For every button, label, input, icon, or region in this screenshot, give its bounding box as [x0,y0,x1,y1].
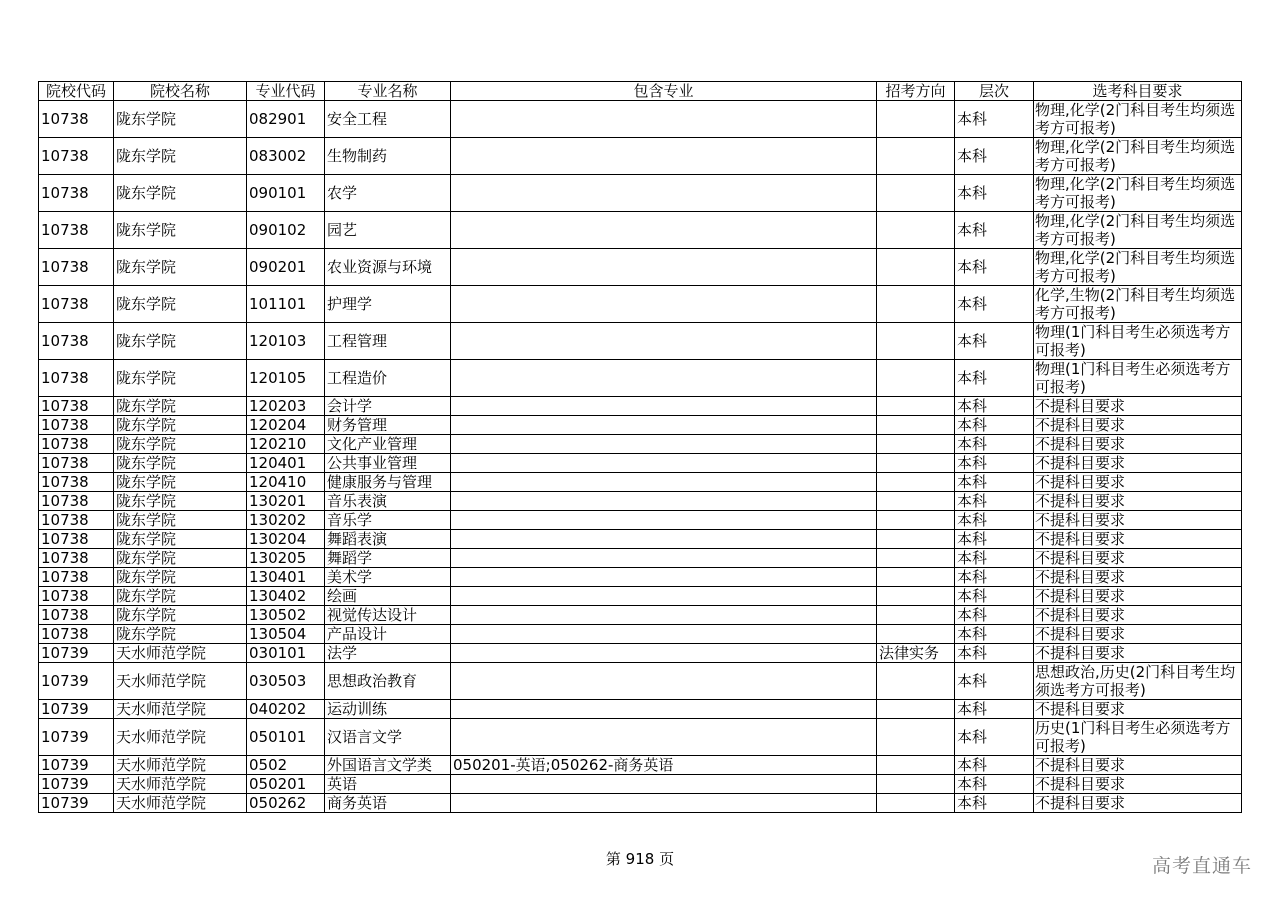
school-name-cell: 陇东学院 [114,473,247,492]
table-row [39,286,1242,323]
subject-requirement-cell: 不提科目要求 [1034,568,1242,587]
included-majors-cell [451,249,877,286]
major-code-cell: 083002 [247,138,325,175]
direction-cell [877,138,955,175]
level-cell: 本科 [955,454,1034,473]
direction-cell [877,719,955,756]
school-code-cell: 10738 [39,625,114,644]
school-name-cell: 陇东学院 [114,511,247,530]
header-level: 层次 [955,82,1034,101]
school-code-cell: 10738 [39,360,114,397]
major-name-cell: 工程造价 [325,360,451,397]
school-code-cell: 10739 [39,775,114,794]
major-name-cell: 工程管理 [325,323,451,360]
major-name-cell: 舞蹈学 [325,549,451,568]
subject-requirement-cell: 不提科目要求 [1034,454,1242,473]
major-code-cell: 120103 [247,323,325,360]
level-cell: 本科 [955,587,1034,606]
table-row [39,511,1242,530]
table-row [39,212,1242,249]
direction-cell [877,397,955,416]
direction-cell [877,360,955,397]
subject-requirement-cell: 物理(1门科目考生必须选考方可报考) [1034,323,1242,360]
direction-cell [877,794,955,813]
major-name-cell: 音乐学 [325,511,451,530]
school-code-cell: 10738 [39,286,114,323]
level-cell: 本科 [955,794,1034,813]
table-row [39,397,1242,416]
subject-requirement-cell: 不提科目要求 [1034,756,1242,775]
included-majors-cell [451,138,877,175]
table-row [39,435,1242,454]
school-name-cell: 陇东学院 [114,249,247,286]
table-header [39,82,1242,101]
subject-requirement-cell: 不提科目要求 [1034,530,1242,549]
subject-requirement-cell: 历史(1门科目考生必须选考方可报考) [1034,719,1242,756]
major-name-cell: 舞蹈表演 [325,530,451,549]
major-name-cell: 公共事业管理 [325,454,451,473]
table-body [39,101,1242,813]
direction-cell [877,756,955,775]
subject-requirement-cell: 不提科目要求 [1034,416,1242,435]
school-name-cell: 陇东学院 [114,212,247,249]
level-cell: 本科 [955,644,1034,663]
major-name-cell: 英语 [325,775,451,794]
school-name-cell: 陇东学院 [114,323,247,360]
school-name-cell: 陇东学院 [114,625,247,644]
major-name-cell: 视觉传达设计 [325,606,451,625]
direction-cell [877,473,955,492]
level-cell: 本科 [955,138,1034,175]
included-majors-cell [451,644,877,663]
major-code-cell: 0502 [247,756,325,775]
major-code-cell: 030101 [247,644,325,663]
included-majors-cell [451,435,877,454]
school-code-cell: 10738 [39,138,114,175]
table-row [39,775,1242,794]
included-majors-cell [451,473,877,492]
school-code-cell: 10739 [39,794,114,813]
major-code-cell: 120105 [247,360,325,397]
subject-requirement-cell: 化学,生物(2门科目考生均须选考方可报考) [1034,286,1242,323]
direction-cell [877,416,955,435]
subject-requirement-cell: 不提科目要求 [1034,492,1242,511]
major-name-cell: 汉语言文学 [325,719,451,756]
direction-cell [877,625,955,644]
subject-requirement-cell: 思想政治,历史(2门科目考生均须选考方可报考) [1034,663,1242,700]
direction-cell: 法律实务 [877,644,955,663]
included-majors-cell [451,719,877,756]
table-row [39,360,1242,397]
included-majors-cell [451,606,877,625]
level-cell: 本科 [955,323,1034,360]
subject-requirement-cell: 不提科目要求 [1034,435,1242,454]
school-code-cell: 10738 [39,473,114,492]
subject-requirement-cell: 不提科目要求 [1034,511,1242,530]
school-code-cell: 10739 [39,700,114,719]
school-name-cell: 陇东学院 [114,492,247,511]
school-name-cell: 天水师范学院 [114,719,247,756]
school-code-cell: 10739 [39,719,114,756]
table-row [39,606,1242,625]
level-cell: 本科 [955,549,1034,568]
school-name-cell: 陇东学院 [114,286,247,323]
direction-cell [877,101,955,138]
major-name-cell: 园艺 [325,212,451,249]
table-row [39,756,1242,775]
school-code-cell: 10738 [39,568,114,587]
direction-cell [877,435,955,454]
school-code-cell: 10738 [39,511,114,530]
major-code-cell: 130201 [247,492,325,511]
school-code-cell: 10739 [39,644,114,663]
major-name-cell: 财务管理 [325,416,451,435]
major-name-cell: 文化产业管理 [325,435,451,454]
level-cell: 本科 [955,473,1034,492]
included-majors-cell [451,568,877,587]
major-code-cell: 130204 [247,530,325,549]
header-subject-requirement: 选考科目要求 [1034,82,1242,101]
school-code-cell: 10738 [39,175,114,212]
included-majors-cell [451,175,877,212]
major-name-cell: 农业资源与环境 [325,249,451,286]
table-row [39,644,1242,663]
school-name-cell: 陇东学院 [114,587,247,606]
header-school-name: 院校名称 [114,82,247,101]
included-majors-cell [451,625,877,644]
level-cell: 本科 [955,511,1034,530]
included-majors-cell [451,492,877,511]
level-cell: 本科 [955,568,1034,587]
school-name-cell: 陇东学院 [114,435,247,454]
direction-cell [877,323,955,360]
major-code-cell: 130502 [247,606,325,625]
direction-cell [877,249,955,286]
major-name-cell: 音乐表演 [325,492,451,511]
school-code-cell: 10738 [39,249,114,286]
table-row [39,473,1242,492]
table-row [39,549,1242,568]
school-code-cell: 10738 [39,492,114,511]
direction-cell [877,511,955,530]
subject-requirement-cell: 不提科目要求 [1034,397,1242,416]
direction-cell [877,700,955,719]
included-majors-cell [451,794,877,813]
included-majors-cell [451,587,877,606]
level-cell: 本科 [955,212,1034,249]
level-cell: 本科 [955,101,1034,138]
included-majors-cell [451,663,877,700]
major-name-cell: 健康服务与管理 [325,473,451,492]
table-row [39,719,1242,756]
included-majors-cell [451,416,877,435]
admission-table [38,81,1242,813]
header-major-name: 专业名称 [325,82,451,101]
subject-requirement-cell: 物理(1门科目考生必须选考方可报考) [1034,360,1242,397]
header-direction: 招考方向 [877,82,955,101]
included-majors-cell [451,212,877,249]
level-cell: 本科 [955,397,1034,416]
subject-requirement-cell: 物理,化学(2门科目考生均须选考方可报考) [1034,138,1242,175]
major-code-cell: 050262 [247,794,325,813]
school-name-cell: 陇东学院 [114,416,247,435]
subject-requirement-cell: 物理,化学(2门科目考生均须选考方可报考) [1034,101,1242,138]
level-cell: 本科 [955,606,1034,625]
included-majors-cell [451,286,877,323]
school-name-cell: 陇东学院 [114,360,247,397]
major-name-cell: 思想政治教育 [325,663,451,700]
major-name-cell: 护理学 [325,286,451,323]
major-code-cell: 082901 [247,101,325,138]
table-row [39,794,1242,813]
subject-requirement-cell: 不提科目要求 [1034,587,1242,606]
table-row [39,492,1242,511]
included-majors-cell [451,700,877,719]
included-majors-cell [451,530,877,549]
major-code-cell: 130202 [247,511,325,530]
direction-cell [877,454,955,473]
level-cell: 本科 [955,175,1034,212]
subject-requirement-cell: 不提科目要求 [1034,549,1242,568]
major-code-cell: 050101 [247,719,325,756]
school-code-cell: 10739 [39,663,114,700]
table-row [39,101,1242,138]
included-majors-cell [451,454,877,473]
major-code-cell: 040202 [247,700,325,719]
school-code-cell: 10738 [39,101,114,138]
subject-requirement-cell: 不提科目要求 [1034,794,1242,813]
table-row [39,454,1242,473]
direction-cell [877,775,955,794]
direction-cell [877,587,955,606]
level-cell: 本科 [955,700,1034,719]
school-name-cell: 陇东学院 [114,568,247,587]
school-name-cell: 天水师范学院 [114,794,247,813]
header-school-code: 院校代码 [39,82,114,101]
level-cell: 本科 [955,663,1034,700]
level-cell: 本科 [955,530,1034,549]
table-row [39,323,1242,360]
table-row [39,416,1242,435]
school-name-cell: 陇东学院 [114,530,247,549]
school-code-cell: 10738 [39,212,114,249]
subject-requirement-cell: 不提科目要求 [1034,775,1242,794]
level-cell: 本科 [955,775,1034,794]
major-name-cell: 绘画 [325,587,451,606]
major-name-cell: 运动训练 [325,700,451,719]
school-code-cell: 10738 [39,323,114,360]
level-cell: 本科 [955,416,1034,435]
subject-requirement-cell: 物理,化学(2门科目考生均须选考方可报考) [1034,175,1242,212]
school-name-cell: 陇东学院 [114,175,247,212]
subject-requirement-cell: 物理,化学(2门科目考生均须选考方可报考) [1034,212,1242,249]
table-row [39,249,1242,286]
school-name-cell: 天水师范学院 [114,756,247,775]
school-name-cell: 天水师范学院 [114,663,247,700]
direction-cell [877,530,955,549]
included-majors-cell: 050201-英语;050262-商务英语 [451,756,877,775]
included-majors-cell [451,101,877,138]
subject-requirement-cell: 不提科目要求 [1034,625,1242,644]
school-code-cell: 10738 [39,587,114,606]
subject-requirement-cell: 物理,化学(2门科目考生均须选考方可报考) [1034,249,1242,286]
major-code-cell: 101101 [247,286,325,323]
school-name-cell: 陇东学院 [114,606,247,625]
major-name-cell: 产品设计 [325,625,451,644]
school-code-cell: 10738 [39,454,114,473]
school-name-cell: 天水师范学院 [114,644,247,663]
header-major-code: 专业代码 [247,82,325,101]
table-row [39,587,1242,606]
level-cell: 本科 [955,719,1034,756]
major-name-cell: 会计学 [325,397,451,416]
major-code-cell: 130401 [247,568,325,587]
school-name-cell: 陇东学院 [114,138,247,175]
level-cell: 本科 [955,360,1034,397]
subject-requirement-cell: 不提科目要求 [1034,700,1242,719]
major-name-cell: 美术学 [325,568,451,587]
level-cell: 本科 [955,249,1034,286]
school-code-cell: 10738 [39,549,114,568]
school-name-cell: 陇东学院 [114,454,247,473]
included-majors-cell [451,323,877,360]
table-row [39,700,1242,719]
direction-cell [877,663,955,700]
major-code-cell: 030503 [247,663,325,700]
level-cell: 本科 [955,625,1034,644]
school-name-cell: 天水师范学院 [114,700,247,719]
school-name-cell: 陇东学院 [114,101,247,138]
direction-cell [877,212,955,249]
table-row [39,138,1242,175]
major-name-cell: 商务英语 [325,794,451,813]
level-cell: 本科 [955,756,1034,775]
included-majors-cell [451,511,877,530]
direction-cell [877,568,955,587]
school-code-cell: 10738 [39,416,114,435]
major-code-cell: 050201 [247,775,325,794]
major-code-cell: 120203 [247,397,325,416]
school-name-cell: 陇东学院 [114,397,247,416]
included-majors-cell [451,549,877,568]
level-cell: 本科 [955,435,1034,454]
level-cell: 本科 [955,492,1034,511]
major-name-cell: 外国语言文学类 [325,756,451,775]
major-code-cell: 130504 [247,625,325,644]
major-code-cell: 130402 [247,587,325,606]
direction-cell [877,492,955,511]
table-row [39,175,1242,212]
school-code-cell: 10739 [39,756,114,775]
table-row [39,663,1242,700]
table-row [39,530,1242,549]
school-name-cell: 陇东学院 [114,549,247,568]
subject-requirement-cell: 不提科目要求 [1034,606,1242,625]
header-included-majors: 包含专业 [451,82,877,101]
school-code-cell: 10738 [39,397,114,416]
major-name-cell: 法学 [325,644,451,663]
table-row [39,625,1242,644]
major-code-cell: 090101 [247,175,325,212]
included-majors-cell [451,397,877,416]
major-code-cell: 120204 [247,416,325,435]
school-code-cell: 10738 [39,530,114,549]
direction-cell [877,549,955,568]
major-name-cell: 安全工程 [325,101,451,138]
direction-cell [877,286,955,323]
direction-cell [877,175,955,212]
major-code-cell: 120401 [247,454,325,473]
subject-requirement-cell: 不提科目要求 [1034,473,1242,492]
school-name-cell: 天水师范学院 [114,775,247,794]
included-majors-cell [451,360,877,397]
major-code-cell: 120210 [247,435,325,454]
major-code-cell: 130205 [247,549,325,568]
direction-cell [877,606,955,625]
major-code-cell: 090102 [247,212,325,249]
included-majors-cell [451,775,877,794]
major-code-cell: 090201 [247,249,325,286]
watermark-logo: 高考直通车 [1151,855,1252,877]
level-cell: 本科 [955,286,1034,323]
table-row [39,568,1242,587]
subject-requirement-cell: 不提科目要求 [1034,644,1242,663]
major-name-cell: 生物制药 [325,138,451,175]
major-name-cell: 农学 [325,175,451,212]
school-code-cell: 10738 [39,606,114,625]
school-code-cell: 10738 [39,435,114,454]
major-code-cell: 120410 [247,473,325,492]
page-number: 第 918 页 [605,850,675,868]
